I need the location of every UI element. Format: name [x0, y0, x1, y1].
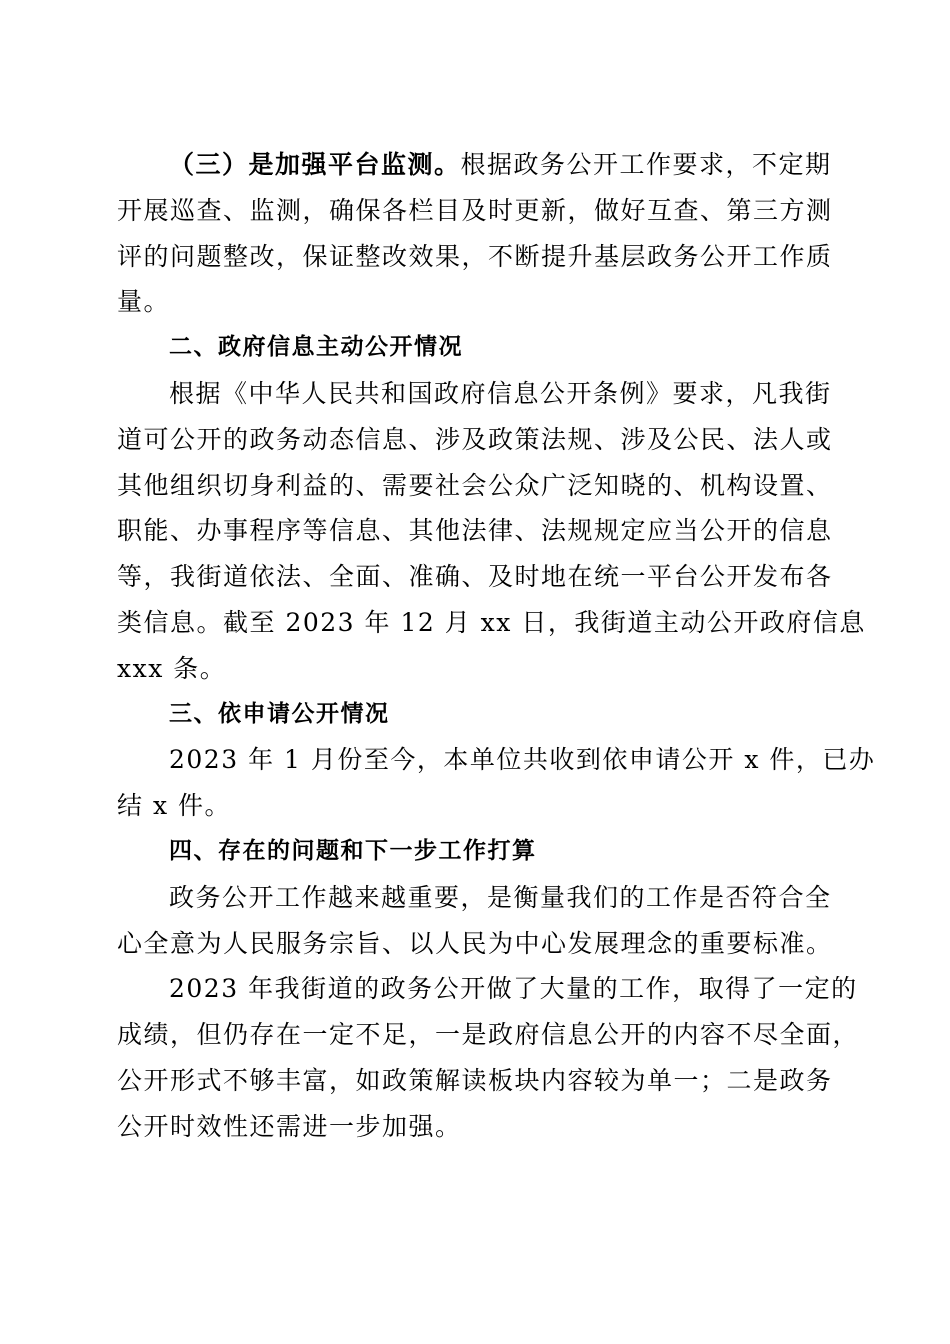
- heading-2: 二、政府信息主动公开情况: [169, 334, 463, 361]
- heading-4: 四、存在的问题和下一步工作打算: [169, 837, 537, 864]
- section-3-line-3: 评的问题整改，保证整改效果，不断提升基层政务公开工作质: [117, 241, 833, 271]
- para-4b-line-4: 公开时效性还需进一步加强。: [117, 1111, 462, 1141]
- para-2-line-2: 道可公开的政务动态信息、涉及政策法规、涉及公民、法人或: [117, 424, 833, 454]
- heading-3: 三、依申请公开情况: [169, 700, 390, 727]
- para-4b-line-3: 公开形式不够丰富，如政策解读板块内容较为单一；二是政务: [117, 1065, 833, 1095]
- section-3-lead: （三）是加强平台监测。: [169, 150, 461, 179]
- para-2-line-5: 等，我街道依法、全面、准确、及时地在统一平台公开发布各: [117, 562, 833, 592]
- para-4b-line-1: 2023 年我街道的政务公开做了大量的工作，取得了一定的: [169, 974, 858, 1004]
- para-4b-line-2: 成绩，但仍存在一定不足，一是政府信息公开的内容不尽全面，: [117, 1020, 860, 1050]
- section-3-line-1: [117, 142, 833, 188]
- document-page: [117, 142, 876, 1150]
- para-2-line-1: 根据《中华人民共和国政府信息公开条例》要求，凡我街: [169, 378, 832, 408]
- para-4a-line-2: 心全意为人民服务宗旨、以人民为中心发展理念的重要标准。: [117, 928, 833, 958]
- para-3-line-1: 2023 年 1 月份至今，本单位共收到依申请公开 x 件，已办: [169, 745, 876, 775]
- para-4a-line-1: 政务公开工作越来越重要，是衡量我们的工作是否符合全: [169, 882, 832, 912]
- para-3-line-2: 结 x 件。: [117, 791, 231, 821]
- para-2-line-6: 类信息。截至 2023 年 12 月 xx 日，我街道主动公开政府信息: [117, 607, 866, 637]
- para-2-line-4: 职能、办事程序等信息、其他法律、法规规定应当公开的信息: [117, 516, 833, 546]
- para-2-line-3: 其他组织切身利益的、需要社会公众广泛知晓的、机构设置、: [117, 470, 833, 500]
- section-3-line-2: 开展巡查、监测，确保各栏目及时更新，做好互查、第三方测: [117, 195, 833, 225]
- para-2-line-7: xxx 条。: [117, 653, 227, 683]
- section-3-line-4: 量。: [117, 287, 171, 317]
- section-3-line-1-rest: 根据政务公开工作要求，不定期: [460, 150, 832, 179]
